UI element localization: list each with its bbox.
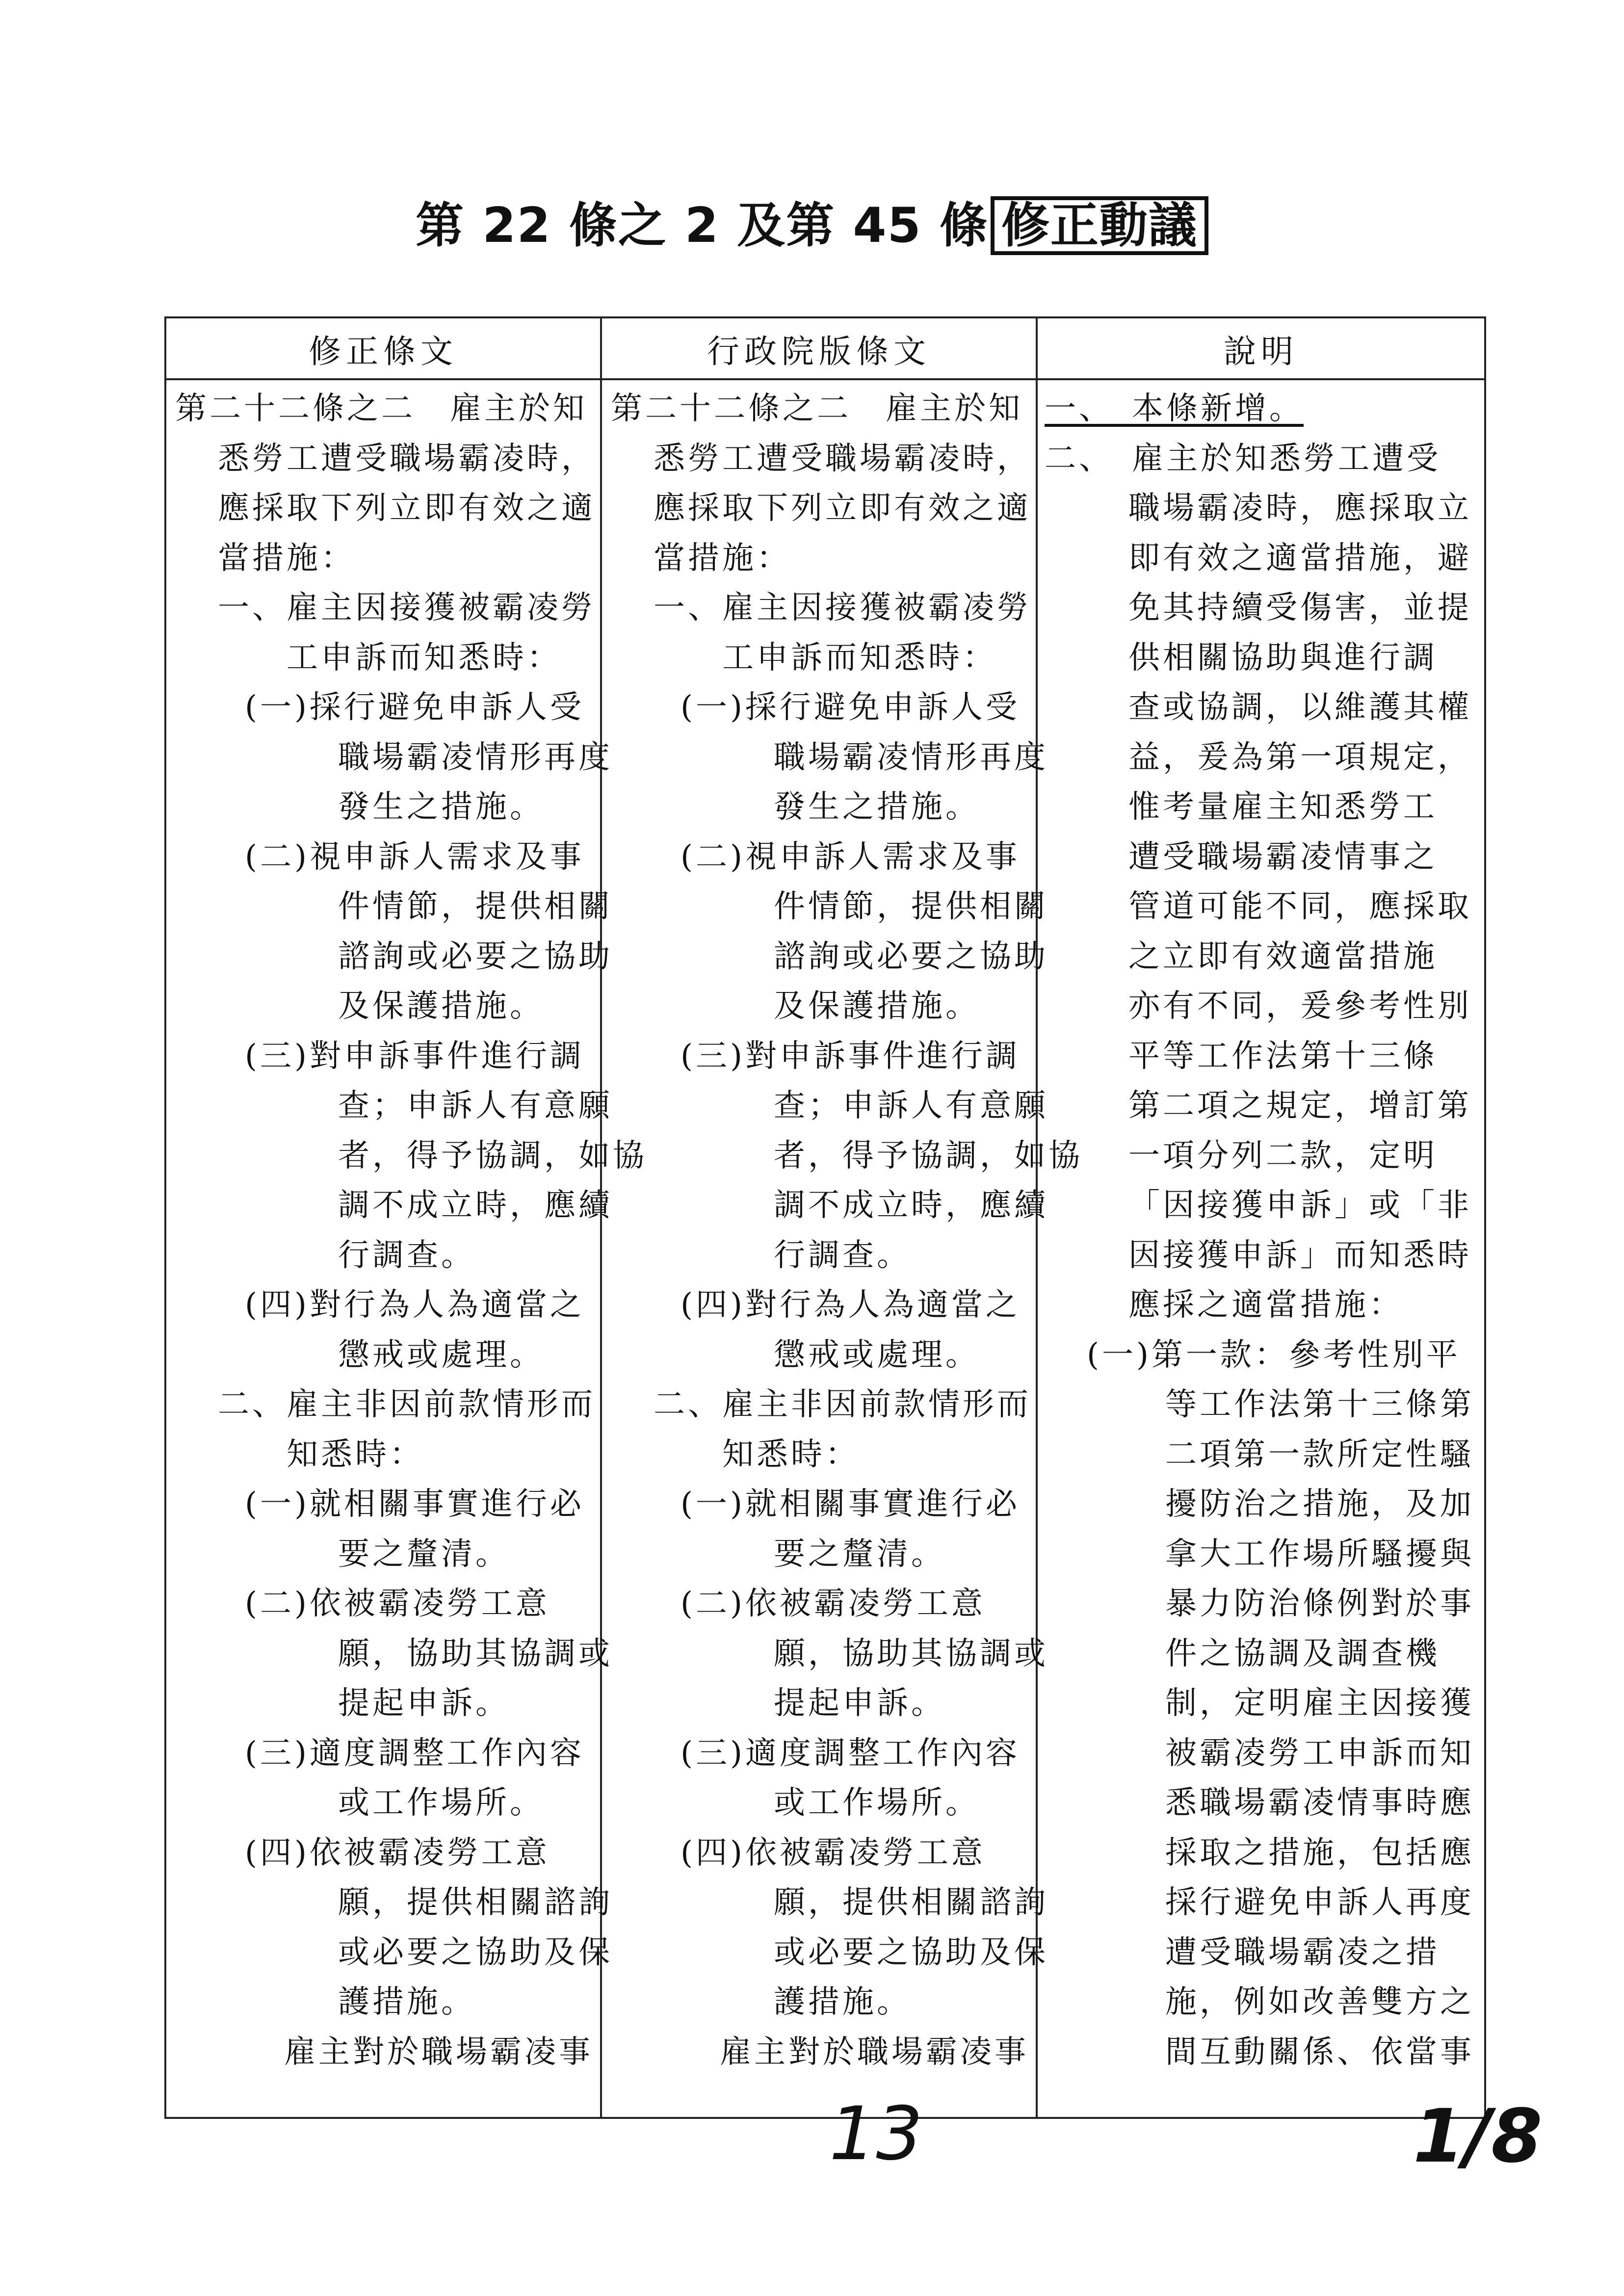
text-line: 施，例如改善雙方之 <box>1165 1984 1474 2020</box>
text-line: 雇主對於職場霸凌事 <box>284 2034 593 2070</box>
text-line: 職場霸凌時，應採取立 <box>1128 490 1472 526</box>
text-line: 二項第一款所定性騷 <box>1165 1436 1474 1473</box>
text-line: 調不成立時，應續 <box>774 1187 1048 1224</box>
text-line: 及保護措施。 <box>338 988 544 1024</box>
text-line: 即有效之適當措施，避 <box>1128 540 1472 576</box>
text-line: (四)依被霸凌勞工意 <box>681 1834 986 1871</box>
text-line: 應採取下列立即有效之適 <box>218 490 596 526</box>
text-line: 擾防治之措施，及加 <box>1165 1486 1474 1522</box>
text-line: (四)對行為人為適當之 <box>681 1287 1020 1323</box>
text-line: 行調查。 <box>338 1237 475 1274</box>
text-line: 護措施。 <box>774 1984 911 2020</box>
text-line: 當措施： <box>654 540 791 576</box>
text-line: 益，爰為第一項規定， <box>1128 739 1472 776</box>
text-line: 願，協助其協調或 <box>774 1635 1048 1672</box>
page-number: 13 <box>829 2091 923 2177</box>
text-line: 職場霸凌情形再度 <box>774 739 1048 776</box>
text-line: (一)採行避免申訴人受 <box>681 689 1020 726</box>
text-line: 諮詢或必要之協助 <box>774 938 1048 975</box>
text-line: 職場霸凌情形再度 <box>338 739 613 776</box>
header-executive: 行政院版條文 <box>601 317 1037 379</box>
text-line: 「因接獲申訴」或「非 <box>1128 1187 1472 1224</box>
text-line: 及保護措施。 <box>774 988 980 1024</box>
text-line: 二、 雇主於知悉勞工遭受 <box>1045 440 1441 477</box>
text-line: 二、雇主非因前款情形而 <box>218 1386 596 1423</box>
text-line: (四)對行為人為適當之 <box>245 1287 584 1323</box>
text-line: 暴力防治條例對於事 <box>1165 1586 1474 1622</box>
text-line: 悉職場霸凌情事時應 <box>1165 1785 1474 1821</box>
text-line: 要之釐清。 <box>774 1536 945 1572</box>
explanation-column <box>1037 379 1485 2118</box>
text-line: 亦有不同，爰參考性別 <box>1128 988 1472 1024</box>
text-line: 知悉時： <box>722 1436 860 1473</box>
text-line: 第二十二條之二 雇主於知 <box>175 391 587 427</box>
text-line: (二)依被霸凌勞工意 <box>681 1586 986 1622</box>
text-line: 件情節，提供相關 <box>338 888 613 925</box>
text-line: 免其持續受傷害，並提 <box>1128 590 1472 626</box>
text-line: (三)適度調整工作內容 <box>245 1735 584 1772</box>
text-line: 願，提供相關諮詢 <box>338 1884 613 1921</box>
text-line: 發生之措施。 <box>774 789 980 825</box>
text-line: 要之釐清。 <box>338 1536 510 1572</box>
text-line: 第二項之規定，增訂第 <box>1128 1088 1472 1124</box>
text-line: 採行避免申訴人再度 <box>1165 1884 1474 1921</box>
text-line: 諮詢或必要之協助 <box>338 938 613 975</box>
text-line: 願，協助其協調或 <box>338 1635 613 1672</box>
text-line: (一)第一款：參考性別平 <box>1087 1336 1461 1373</box>
text-line: (一)採行避免申訴人受 <box>245 689 584 726</box>
amended-column <box>165 379 647 2118</box>
text-line: 發生之措施。 <box>338 789 544 825</box>
text-line: 工申訴而知悉時： <box>722 639 997 676</box>
title-main: 第 22 條之 2 及第 45 條 <box>416 198 989 254</box>
text-line: 調不成立時，應續 <box>338 1187 613 1224</box>
text-line: 懲戒或處理。 <box>338 1336 544 1373</box>
text-line: 願，提供相關諮詢 <box>774 1884 1048 1921</box>
text-line: 知悉時： <box>287 1436 424 1473</box>
header-amended: 修正條文 <box>165 317 601 379</box>
text-line: 一項分列二款，定明 <box>1128 1137 1438 1174</box>
text-line: 查；申訴人有意願 <box>774 1088 1048 1124</box>
amended-text <box>166 380 647 2077</box>
text-line: 採取之措施，包括應 <box>1165 1834 1474 1871</box>
table-body-row <box>165 379 1485 2118</box>
text-line: 管道可能不同，應採取 <box>1128 888 1472 925</box>
text-line: 之立即有效適當措施 <box>1128 938 1438 975</box>
text-line: 惟考量雇主知悉勞工 <box>1128 789 1438 825</box>
text-line: 查；申訴人有意願 <box>338 1088 613 1124</box>
text-line: 雇主對於職場霸凌事 <box>720 2034 1029 2070</box>
text-line: 件之協調及調查機 <box>1165 1635 1440 1672</box>
explanation-text <box>1038 380 1484 2077</box>
text-line: (三)對申訴事件進行調 <box>681 1038 1020 1074</box>
text-line: 悉勞工遭受職場霸凌時， <box>218 440 596 477</box>
text-line: 提起申訴。 <box>338 1685 510 1722</box>
comparison-table <box>164 316 1486 2119</box>
text-line: (一)就相關事實進行必 <box>681 1486 1020 1522</box>
text-line: 提起申訴。 <box>774 1685 945 1722</box>
title-boxed-label: 修正動議 <box>991 196 1208 255</box>
table-header-row <box>165 317 1485 379</box>
text-line: (三)對申訴事件進行調 <box>245 1038 584 1074</box>
text-line: 護措施。 <box>338 1984 475 2020</box>
text-line: 或工作場所。 <box>774 1785 980 1821</box>
text-line: 等工作法第十三條第 <box>1165 1386 1474 1423</box>
text-line: 一、雇主因接獲被霸凌勞 <box>654 590 1031 626</box>
executive-text <box>602 380 1083 2077</box>
text-line: 一、雇主因接獲被霸凌勞 <box>218 590 596 626</box>
text-line: 因接獲申訴」而知悉時 <box>1128 1237 1472 1274</box>
text-line: (一)就相關事實進行必 <box>245 1486 584 1522</box>
text-line: (二)視申訴人需求及事 <box>245 838 584 875</box>
text-line: 或工作場所。 <box>338 1785 544 1821</box>
header-explanation: 說明 <box>1037 317 1485 379</box>
text-line: 者，得予協調，如協 <box>338 1137 647 1174</box>
document-title <box>0 196 1624 255</box>
text-line: (四)依被霸凌勞工意 <box>245 1834 550 1871</box>
text-line: 應採取下列立即有效之適 <box>654 490 1031 526</box>
text-line: 者，得予協調，如協 <box>774 1137 1083 1174</box>
text-line: 悉勞工遭受職場霸凌時， <box>654 440 1031 477</box>
text-line: 供相關協助與進行調 <box>1128 639 1438 676</box>
text-line: 懲戒或處理。 <box>774 1336 980 1373</box>
text-line: 工申訴而知悉時： <box>287 639 561 676</box>
text-line: 或必要之協助及保 <box>338 1934 613 1971</box>
text-line: (二)依被霸凌勞工意 <box>245 1586 550 1622</box>
text-line: 遭受職場霸凌情事之 <box>1128 838 1438 875</box>
text-line: 一、 本條新增。 <box>1045 391 1304 427</box>
text-line: 件情節，提供相關 <box>774 888 1048 925</box>
text-line: 制，定明雇主因接獲 <box>1165 1685 1474 1722</box>
executive-column <box>601 379 1083 2118</box>
text-line: 當措施： <box>218 540 355 576</box>
text-line: 平等工作法第十三條 <box>1128 1038 1438 1074</box>
text-line: 第二十二條之二 雇主於知 <box>611 391 1023 427</box>
text-line: 被霸凌勞工申訴而知 <box>1165 1735 1474 1772</box>
text-line: 查或協調，以維護其權 <box>1128 689 1472 726</box>
text-line: 拿大工作場所騷擾與 <box>1165 1536 1474 1572</box>
text-line: (二)視申訴人需求及事 <box>681 838 1020 875</box>
text-line: 或必要之協助及保 <box>774 1934 1048 1971</box>
text-line: 遭受職場霸凌之措 <box>1165 1934 1440 1971</box>
text-line: 應採之適當措施： <box>1128 1287 1403 1323</box>
text-line: 間互動關係、依當事 <box>1165 2034 1474 2070</box>
text-line: (三)適度調整工作內容 <box>681 1735 1020 1772</box>
text-line: 二、雇主非因前款情形而 <box>654 1386 1031 1423</box>
text-line: 行調查。 <box>774 1237 911 1274</box>
sheet-number: 1/8 <box>1413 2094 1543 2179</box>
